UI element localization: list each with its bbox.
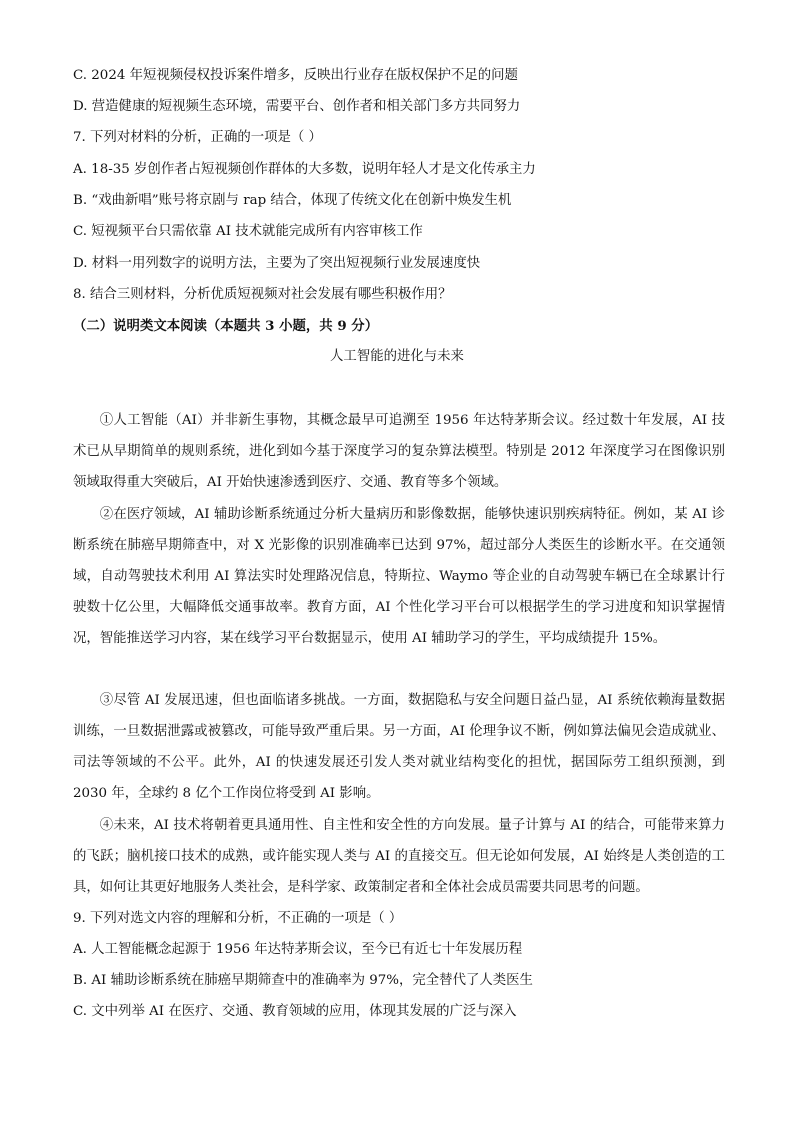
question-7-option-d: D. 材料一用列数字的说明方法，主要为了突出短视频行业发展速度快 bbox=[73, 256, 481, 271]
question-8: 8. 结合三则材料，分析优质短视频对社会发展有哪些积极作用？ bbox=[73, 287, 452, 302]
question-7-option-b: B. “戏曲新唱”账号将京剧与 rap 结合，体现了传统文化在创新中焕发生机 bbox=[73, 193, 512, 208]
option-7d-prev: D. 营造健康的短视频生态环境，需要平台、创作者和相关部门多方共同努力 bbox=[73, 99, 521, 114]
option-7c-prev: C. 2024 年短视频侵权投诉案件增多，反映出行业存在版权保护不足的问题 bbox=[73, 68, 518, 83]
question-9-option-c: C. 文中列举 AI 在医疗、交通、教育领域的应用，体现其发展的广泛与深入 bbox=[73, 1004, 517, 1019]
question-7-option-c: C. 短视频平台只需依靠 AI 技术就能完成所有内容审核工作 bbox=[73, 224, 423, 239]
paragraph-2: ②在医疗领域，AI 辅助诊断系统通过分析大量病历和影像数据，能够快速识别疾病特征。例如，某 AI 诊断系统在肺癌早期筛查中，对 X 光影像的识别准确率已达到 97%，超过部分人类医生的诊断水平。在交通领域，自动驾驶技术利用 AI 算法实时处理路况信息，特斯拉、Waymo 等企业的自动驾驶车辆已在全球累计行驶数十亿公里，大幅降低交通事故率。教育方面，AI 个性化学习平台可以根据学生的学习进度和知识掌握情况，智能推送学习内容，某在线学习平台数据显示，使用 AI 辅助学习的学生，平均成绩提升 15%。 bbox=[73, 507, 725, 646]
paragraph-4: ④未来，AI 技术将朝着更具通用性、自主性和安全性的方向发展。量子计算与 AI 的结合，可能带来算力的飞跃；脑机接口技术的成熟，或许能实现人类与 AI 的直接交互。但无论如何发展，AI 始终是人类创造的工具，如何让其更好地服务人类社会，是科学家、政策制定者和全体社会成员需要共同思考的问题。 bbox=[73, 818, 725, 895]
paragraph-1: ①人工智能（AI）并非新生事物，其概念最早可追溯至 1956 年达特茅斯会议。经过数十年发展，AI 技术已从早期简单的规则系统，进化到如今基于深度学习的复杂算法模型。特别是 2012 年深度学习在图像识别领域取得重大突破后，AI 开始快速渗透到医疗、交通、教育等多个领域。 bbox=[73, 413, 725, 490]
section-heading: （二）说明类文本阅读（本题共 3 小题，共 9 分） bbox=[73, 318, 379, 334]
question-9-option-b: B. AI 辅助诊断系统在肺癌早期筛查中的准确率为 97%，完全替代了人类医生 bbox=[73, 973, 533, 988]
question-9: 9. 下列对选文内容的理解和分析，不正确的一项是（ ） bbox=[73, 911, 403, 926]
paragraph-3: ③尽管 AI 发展迅速，但也面临诸多挑战。一方面，数据隐私与安全问题日益凸显，AI 系统依赖海量数据训练，一旦数据泄露或被篡改，可能导致严重后果。另一方面，AI 伦理争议不断，例如算法偏见会造成就业、司法等领域的不公平。此外，AI 的快速发展还引发人类对就业结构变化的担忧，据国际劳工组织预测，到 2030 年，全球约 8 亿个工作岗位将受到 AI 影响。 bbox=[73, 693, 725, 801]
article-title: 人工智能的进化与未来 bbox=[330, 349, 464, 364]
question-7-option-a: A. 18-35 岁创作者占短视频创作群体的大多数，说明年轻人才是文化传承主力 bbox=[73, 162, 536, 177]
question-9-option-a: A. 人工智能概念起源于 1956 年达特茅斯会议，至今已有近七十年发展历程 bbox=[73, 942, 523, 957]
question-7: 7. 下列对材料的分析，正确的一项是（ ） bbox=[73, 130, 322, 145]
